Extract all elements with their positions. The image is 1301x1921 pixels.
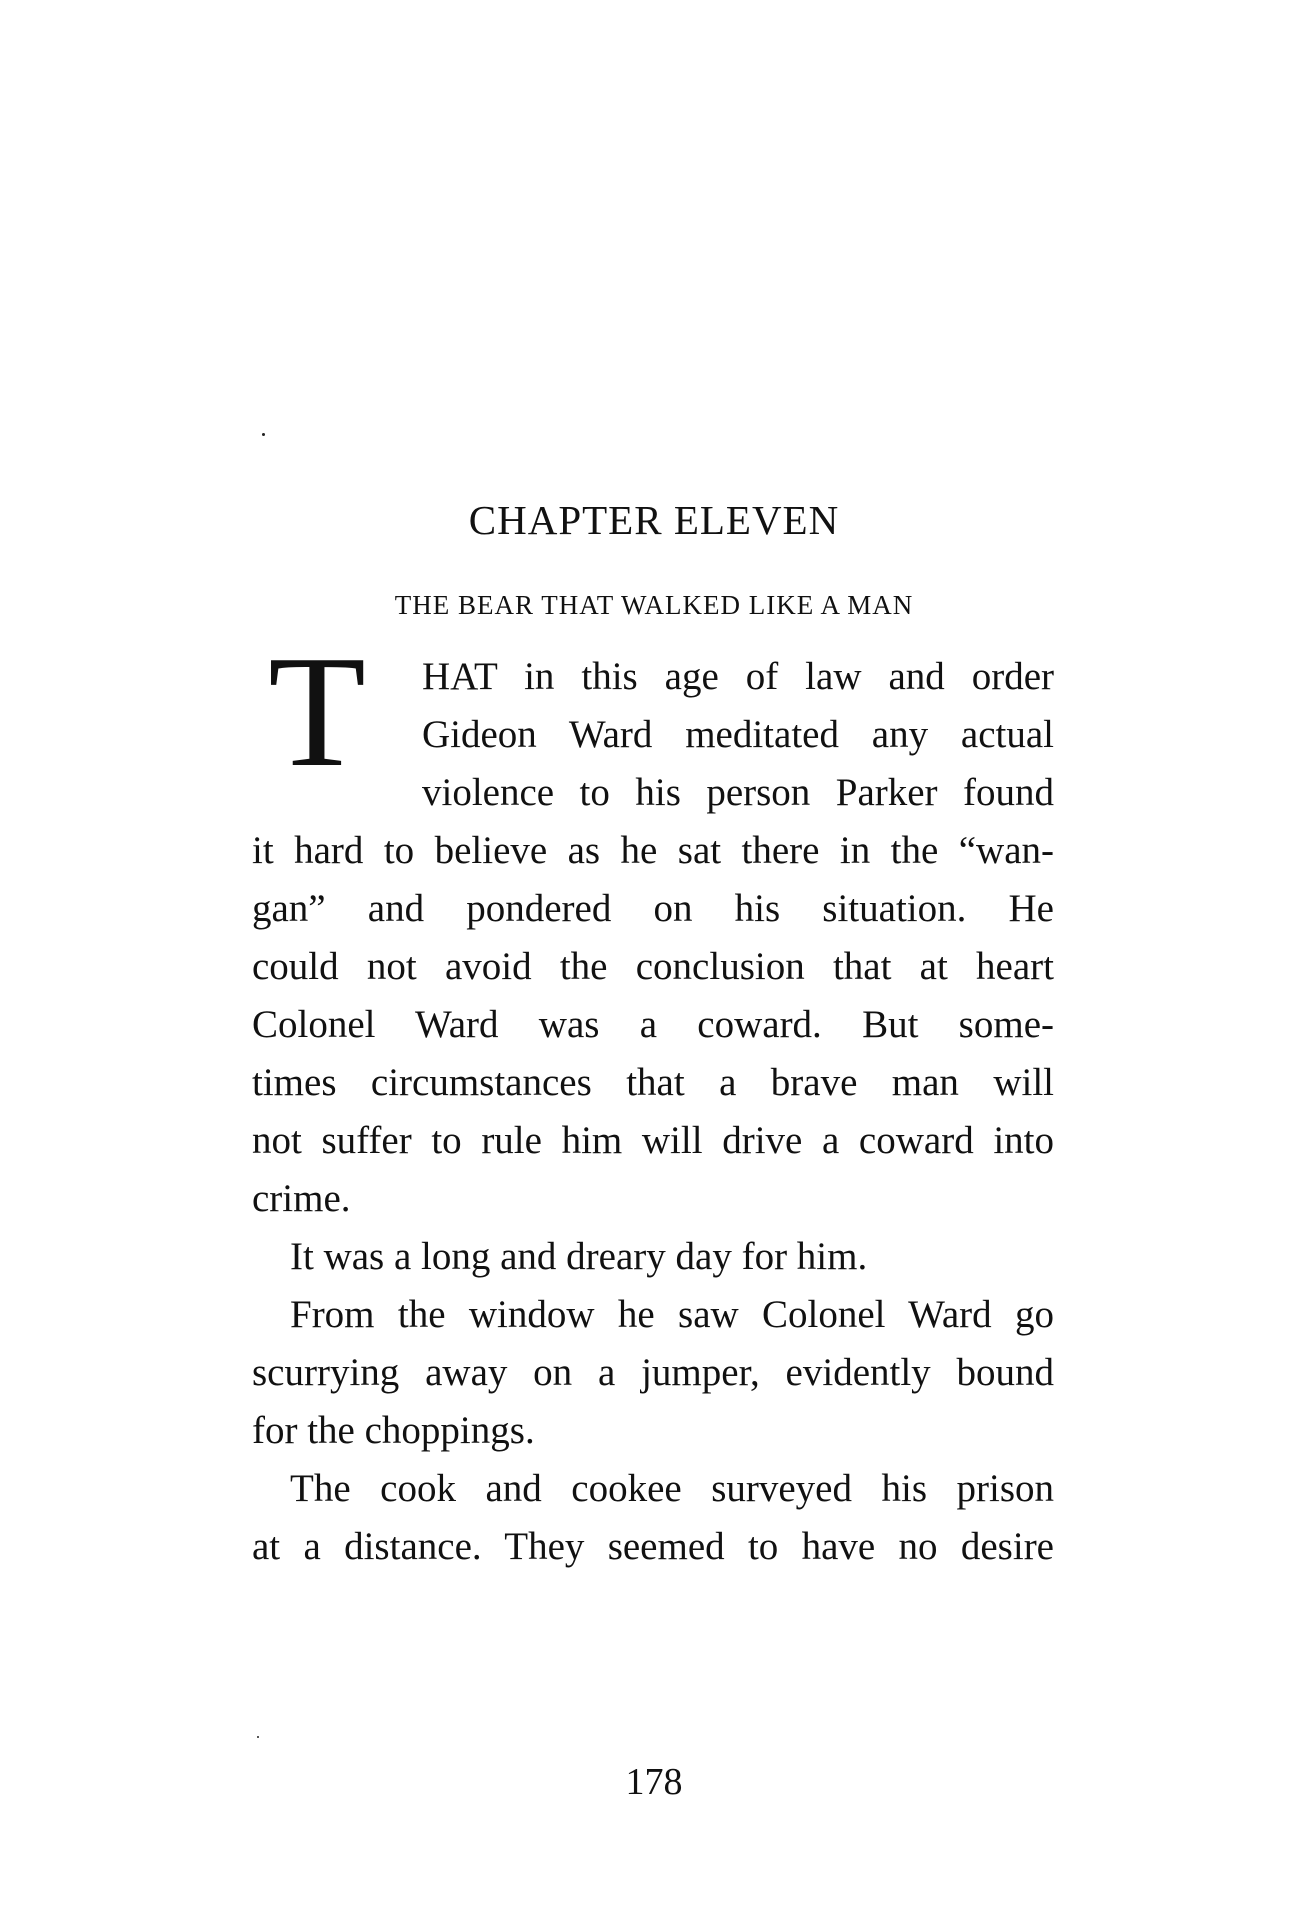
text-line: Gideon Ward meditated any actual [422,713,1054,756]
print-speck [262,433,265,436]
text-line: scurrying away on a jumper, evidently bound [252,1351,1054,1394]
text-line: for the choppings. [252,1409,535,1452]
text-line: violence to his person Parker found [422,771,1054,814]
text-line: at a distance. They seemed to have no desire [252,1525,1054,1568]
text-line: it hard to believe as he sat there in the “wan- [252,829,1054,872]
text-line: not suffer to rule him will drive a coward into [252,1119,1054,1162]
chapter-title: CHAPTER ELEVEN [468,497,840,543]
text-line: Colonel Ward was a coward. But some- [252,1003,1054,1046]
page-number: 178 [625,1761,683,1803]
text-line: The cook and cookee surveyed his prison [290,1467,1054,1510]
text-line: From the window he saw Colonel Ward go [290,1293,1054,1336]
text-line: It was a long and dreary day for him. [290,1235,868,1278]
text-line: gan” and pondered on his situation. He [252,887,1054,930]
text-line: could not avoid the conclusion that at heart [252,945,1054,988]
print-speck [257,1736,259,1738]
chapter-subtitle: THE BEAR THAT WALKED LIKE A MAN [394,590,914,620]
text-line: times circumstances that a brave man will [252,1061,1054,1104]
drop-cap: T [268,622,366,800]
text-line: crime. [252,1177,351,1220]
text-line: HAT in this age of law and order [422,655,1054,698]
